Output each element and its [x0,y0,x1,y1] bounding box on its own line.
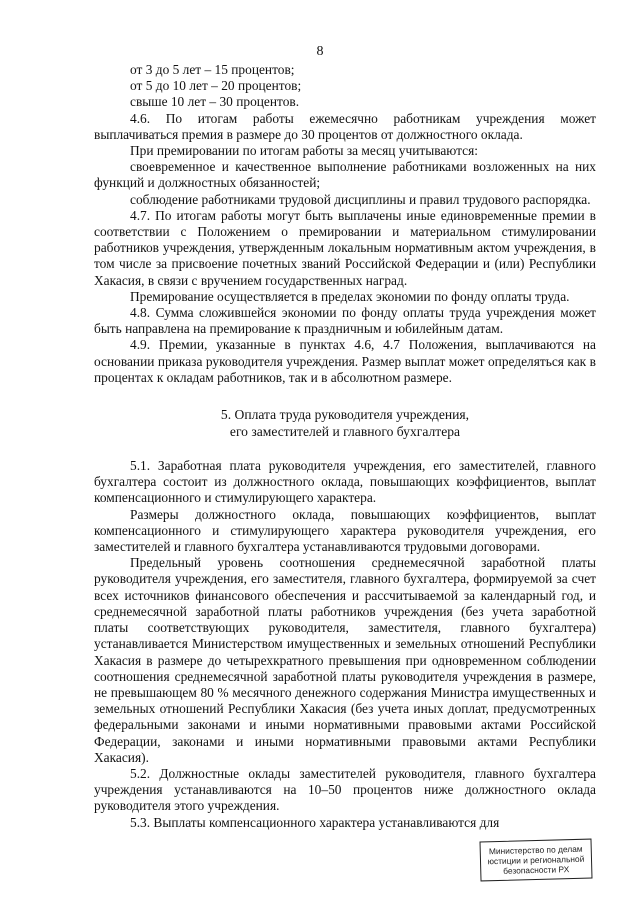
stamp-line1: Министерство по делам [488,843,583,857]
page-number: 8 [316,44,324,59]
section-heading-line2: его заместителей и главного бухгалтера [229,424,461,440]
paragraph: 4.9. Премии, указанные в пунктах 4.6, 4.7 Положения, выплачиваются на основании приказа руководителя учреждения. Размер выплат может определяться как в процентах к окладам работников, так и в абсолютном размере. [94,337,596,385]
paragraph: Предельный уровень соотношения среднемесячной заработной платы руководителя учреждения, его заместителя, главного бухгалтера, формируемой за счет всех источников финансового обеспечения и рассчитываемой за календарный год, и среднемесячной заработной платы работников учреждения (без учета заработной платы соответствующих руководителя, заместителя, главного бухгалтера) устанавливается Министерством имущественных и земельных отношений Республики Хакасия в размере до четырехкратного превышения при одновременном соблюдении соотношения среднемесячной заработной платы руководителя учреждения в размере, не превышающем 80 % месячного денежного содержания Министра имущественных и земельных отношений Республики Хакасия (без учета иных доплат, предусмотренных федеральными законами и иными нормативными правовыми актами Российской Федерации, законами и иными нормативными правовыми актами Республики Хакасия). [94,555,596,765]
document-body [94,62,596,831]
paragraphs-bottom [94,458,596,831]
paragraph: своевременное и качественное выполнение работниками возложенных на них функций и должностных обязанностей; [94,159,596,191]
paragraph: Премирование осуществляется в пределах экономии по фонду оплаты труда. [130,288,570,304]
paragraph: 4.7. По итогам работы могут быть выплачены иные единовременные премии в соответствии с Положением о премировании и материальном стимулировании работников учреждения, утвержденным локальным нормативным актом учреждения, в том числе за присвоение почетных званий Российской Федерации и (или) Республики Хакасия, в связи с вручением государственных наград. [94,207,596,288]
paragraphs-top [94,62,596,386]
section-heading-line1: 5. Оплата труда руководителя учреждения, [220,407,470,423]
paragraph: 5.1. Заработная плата руководителя учреждения, его заместителей, главного бухгалтера состоит из должностного оклада, повышающих коэффициентов, выплат компенсационного и стимулирующего характера. [94,458,596,506]
registration-stamp [479,839,592,882]
paragraph: 4.6. По итогам работы ежемесячно работникам учреждения может выплачиваться премия в размере до 30 процентов от должностного оклада. [94,110,596,142]
paragraph: от 3 до 5 лет – 15 процентов; [130,62,295,77]
paragraph: от 5 до 10 лет – 20 процентов; [130,78,302,94]
stamp-line2: юстиции и региональной [487,853,585,867]
paragraph: соблюдение работниками трудовой дисциплины и правил трудового распорядка. [130,191,591,207]
section-heading [94,406,596,440]
paragraph: 5.3. Выплаты компенсационного характера устанавливаются для [130,814,500,830]
paragraph: При премировании по итогам работы за месяц учитываются: [130,143,478,159]
paragraph: свыше 10 лет – 30 процентов. [130,94,300,110]
paragraph: 5.2. Должностные оклады заместителей руководителя, главного бухгалтера учреждения устанавливаются на 10–50 процентов ниже должностного оклада руководителя этого учреждения. [94,765,596,814]
paragraph: 4.8. Сумма сложившейся экономии по фонду оплаты труда учреждения может быть направлена на премирование к праздничным и юбилейным датам. [94,305,596,337]
stamp-line3: безопасности РХ [503,864,570,876]
paragraph: Размеры должностного оклада, повышающих коэффициентов, выплат компенсационного и стимулирующего характера руководителя учреждения, его заместителей и главного бухгалтера устанавливаются трудовыми договорами. [94,506,596,555]
